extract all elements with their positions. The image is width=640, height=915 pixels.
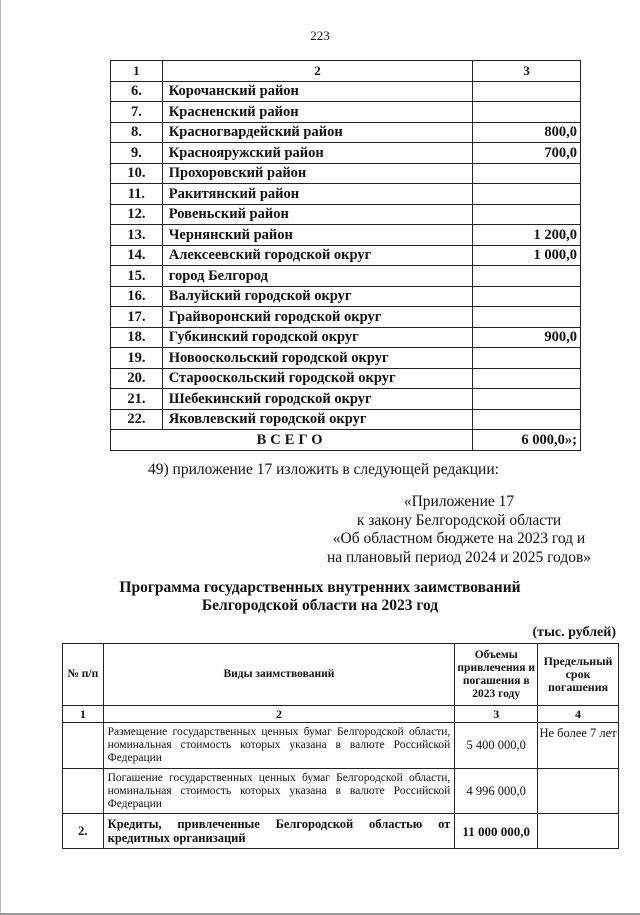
table-row xyxy=(63,723,619,769)
row-number: 9. xyxy=(111,143,163,164)
header-borrowing-type: Виды заимствований xyxy=(103,644,455,706)
table-row xyxy=(111,245,581,266)
amount xyxy=(473,307,581,328)
borrowing-type: Погашение государственных ценных бумаг Белгородской области, номинальная стоимость которых указана в валюте Российской Федерации xyxy=(103,769,455,814)
amount: 5 400 000,0 xyxy=(455,723,538,769)
row-number: 10. xyxy=(111,163,163,184)
amount xyxy=(473,163,581,184)
district-allocation-table xyxy=(110,60,581,451)
row-number: 14. xyxy=(111,245,163,266)
appendix-heading xyxy=(300,493,618,567)
units-label: (тыс. рублей) xyxy=(532,625,616,640)
table-row xyxy=(111,286,581,307)
row-number: 11. xyxy=(111,184,163,205)
column-number-1: 1 xyxy=(63,706,104,723)
district-name: Валуйский городской округ xyxy=(162,286,472,307)
table-row xyxy=(111,307,581,328)
table-header-row xyxy=(63,644,619,706)
appendix-line: «Приложение 17 xyxy=(403,493,515,510)
row-number: 19. xyxy=(111,348,163,369)
table-row xyxy=(111,225,581,246)
column-numbers-row xyxy=(63,706,619,723)
amount xyxy=(473,81,581,102)
row-number: 18. xyxy=(111,327,163,348)
amount: 900,0 xyxy=(473,327,581,348)
table-row xyxy=(111,184,581,205)
table-row xyxy=(111,327,581,348)
borrowing-type: Кредиты, привлеченные Белгородской областью от кредитных организаций xyxy=(103,814,455,849)
column-number-1: 1 xyxy=(111,61,163,82)
amount xyxy=(473,348,581,369)
row-number: 21. xyxy=(111,389,163,410)
table-row xyxy=(111,81,581,102)
row-number: 20. xyxy=(111,368,163,389)
document-title xyxy=(60,579,580,615)
row-number: 16. xyxy=(111,286,163,307)
header-volume: Объемы привлечения и погашения в 2023 году xyxy=(455,644,538,706)
amount: 800,0 xyxy=(473,122,581,143)
total-amount: 6 000,0»; xyxy=(473,430,581,451)
borrowing-program-table xyxy=(62,643,619,849)
amount: 1 000,0 xyxy=(473,245,581,266)
page-number: 223 xyxy=(310,28,330,43)
table-row xyxy=(111,368,581,389)
repayment-term xyxy=(538,814,619,849)
column-number-2: 2 xyxy=(103,706,455,723)
row-number: 6. xyxy=(111,81,163,102)
total-row xyxy=(111,430,581,451)
row-number: 7. xyxy=(111,102,163,123)
scan-edge-left xyxy=(0,0,1,915)
appendix-line: на плановый период 2024 и 2025 годов» xyxy=(326,548,592,566)
appendix-line: «Об областном бюджете на 2023 год и xyxy=(332,530,586,547)
amount xyxy=(473,102,581,123)
district-name: Грайворонский городской округ xyxy=(162,307,472,328)
amount xyxy=(473,368,581,389)
amount xyxy=(473,184,581,205)
header-term: Предельный срок погашения xyxy=(538,644,619,706)
column-number-4: 4 xyxy=(538,706,619,723)
table-row xyxy=(111,143,581,164)
district-name: Яковлевский городской округ xyxy=(162,409,472,430)
district-name: Новооскольский городской округ xyxy=(162,348,472,369)
total-label: ВСЕГО xyxy=(111,430,473,451)
table-row xyxy=(111,348,581,369)
appendix-line: к закону Белгородской области xyxy=(356,511,562,529)
row-number: 2. xyxy=(63,814,104,849)
district-name: город Белгород xyxy=(162,266,472,287)
table-header-row xyxy=(111,61,581,82)
district-name: Краснояружский район xyxy=(162,143,472,164)
district-name: Старооскольский городской округ xyxy=(162,368,472,389)
amount xyxy=(473,204,581,225)
row-number: 13. xyxy=(111,225,163,246)
header-number: № п/п xyxy=(63,644,104,706)
table-row xyxy=(111,204,581,225)
repayment-term xyxy=(538,769,619,814)
title-line: Программа государственных внутренних заимствований xyxy=(119,579,521,596)
amount: 1 200,0 xyxy=(473,225,581,246)
column-number-3: 3 xyxy=(473,61,581,82)
district-name: Чернянский район xyxy=(162,225,472,246)
district-name: Ракитянский район xyxy=(162,184,472,205)
table-row xyxy=(111,409,581,430)
table-row xyxy=(111,122,581,143)
row-number: 15. xyxy=(111,266,163,287)
amount xyxy=(473,286,581,307)
table-row xyxy=(111,266,581,287)
row-number: 12. xyxy=(111,204,163,225)
district-name: Прохоровский район xyxy=(162,163,472,184)
amount xyxy=(473,409,581,430)
row-number: 17. xyxy=(111,307,163,328)
amount: 700,0 xyxy=(473,143,581,164)
table-row xyxy=(63,814,619,849)
amount: 11 000 000,0 xyxy=(455,814,538,849)
table-row xyxy=(111,102,581,123)
district-name: Ровеньский район xyxy=(162,204,472,225)
amount xyxy=(473,389,581,410)
table-row xyxy=(111,389,581,410)
district-name: Губкинский городской округ xyxy=(162,327,472,348)
district-name: Красногвардейский район xyxy=(162,122,472,143)
title-line: Белгородской области на 2023 год xyxy=(201,597,439,614)
row-number xyxy=(63,769,104,814)
district-name: Корочанский район xyxy=(162,81,472,102)
borrowing-type: Размещение государственных ценных бумаг Белгородской области, номинальная стоимость которых указана в валюте Российской Федерации xyxy=(103,723,455,769)
row-number xyxy=(63,723,104,769)
column-number-3: 3 xyxy=(455,706,538,723)
table-row xyxy=(111,163,581,184)
repayment-term: Не более 7 лет xyxy=(538,723,619,769)
column-number-2: 2 xyxy=(162,61,472,82)
amount: 4 996 000,0 xyxy=(455,769,538,814)
district-name: Алексеевский городской округ xyxy=(162,245,472,266)
district-name: Красненский район xyxy=(162,102,472,123)
amendment-paragraph: 49) приложение 17 изложить в следующей редакции: xyxy=(148,461,499,478)
row-number: 22. xyxy=(111,409,163,430)
row-number: 8. xyxy=(111,122,163,143)
district-name: Шебекинский городской округ xyxy=(162,389,472,410)
table-row xyxy=(63,769,619,814)
amount xyxy=(473,266,581,287)
